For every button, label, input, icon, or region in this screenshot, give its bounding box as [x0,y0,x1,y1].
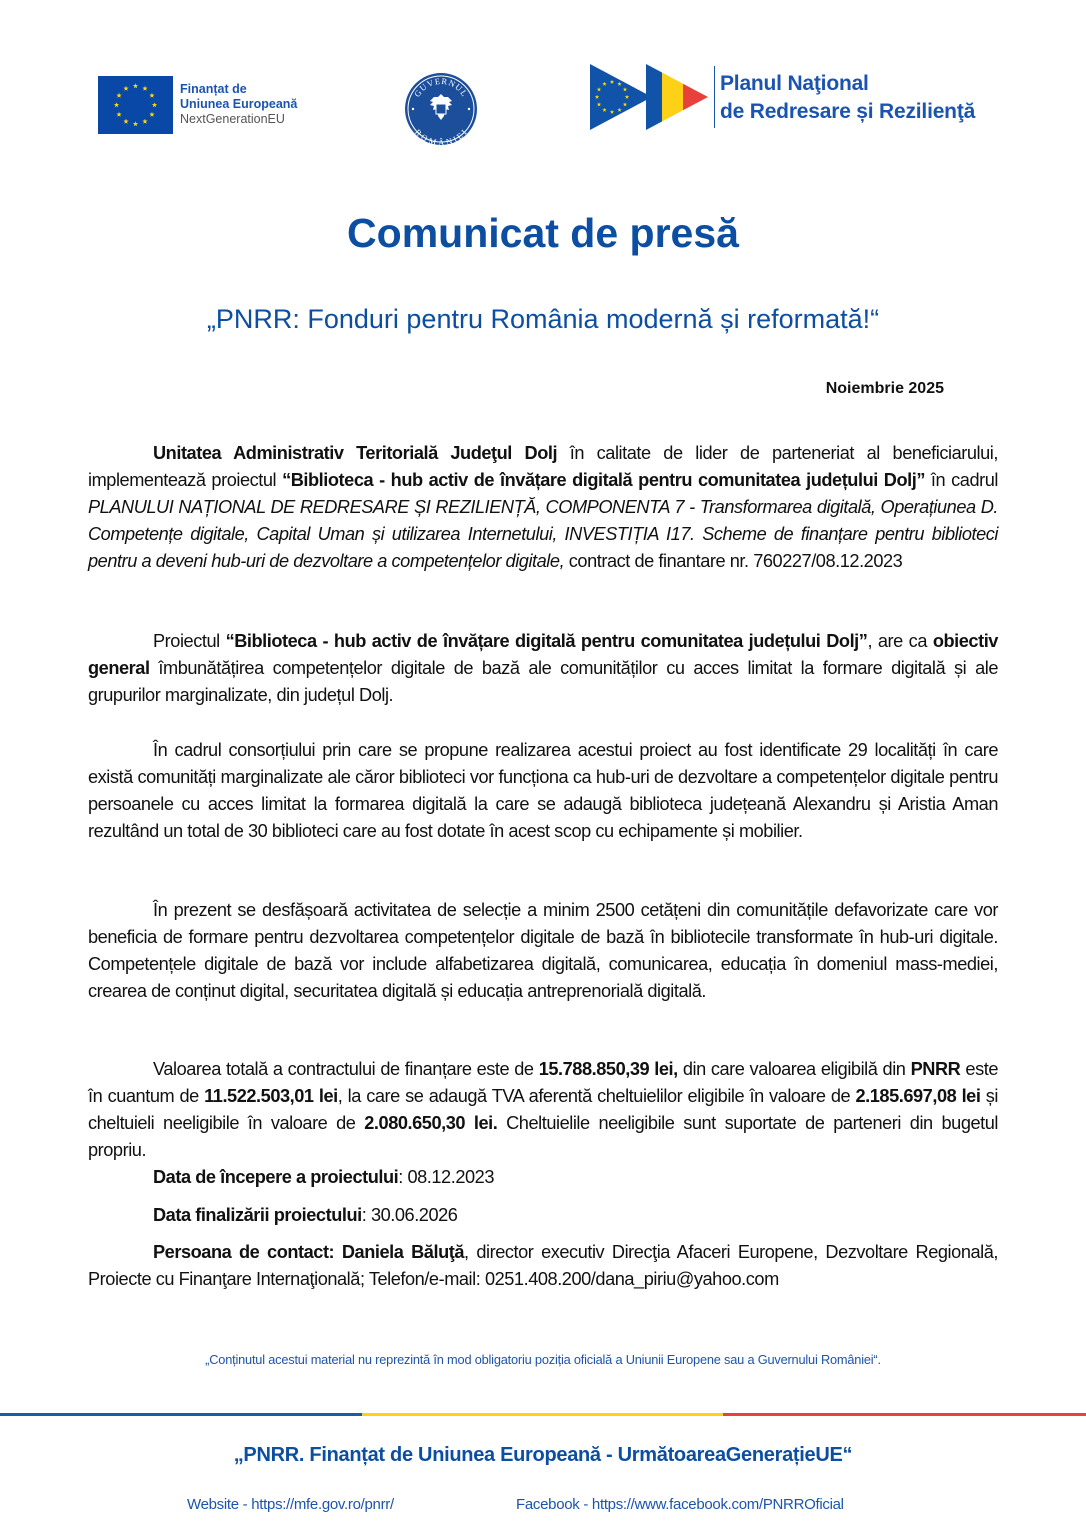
project-name: “Biblioteca - hub activ de învățare digitală pentru comunitatea județului Dolj” [282,470,925,490]
pnrr-arrows-logo [590,64,710,130]
facebook-link[interactable]: Facebook - https://www.facebook.com/PNRROficial [516,1496,844,1513]
star-icon [149,93,154,98]
total-value: 15.788.850,39 lei, [538,1059,678,1079]
contract-number: contract de finantare nr. 760227/08.12.2023 [564,551,903,571]
release-date: Noiembrie 2025 [825,380,944,397]
contact-label: Persoana de contact: Daniela Băluţă [153,1242,465,1262]
star-icon [142,119,147,124]
text: și cheltuieli neeligibile în valoare de [88,1086,999,1133]
text: îmbunătățirea competențelor digitale de bază ale comunităților cu acces limitat la formare digitală și ale grupurilor marginalizate, din județul Dolj. [88,658,998,705]
star-icon [123,86,128,91]
website-link[interactable]: Website - https://mfe.gov.ro/pnrr/ [187,1496,394,1513]
start-label: Data de începere a proiectului [153,1167,399,1187]
disclaimer: „Conținutul acestui material nu reprezintă în mod obligatoriu poziția oficială a Uniunii Europene sau a Guvernului României“. [205,1352,881,1367]
star-icon [116,112,121,117]
end-label: Data finalizării proiectului [153,1205,362,1225]
vat-value: 2.185.697,08 lei [855,1086,981,1106]
pnrr-line2: de Redresare și Rezilienţă [720,100,976,123]
footer-slogan: „PNRR. Finanțat de Uniunea Europeană - UrmătoareaGenerațieUE“ [233,1444,853,1466]
project-start [88,1164,998,1191]
flag-stripe-blue [0,1413,362,1416]
objective-label: obiectiv general [88,631,998,678]
star-icon [133,83,138,88]
seal-top-text: GUVERNUL [411,75,471,99]
eligible-value: 11.522.503,01 lei [204,1086,338,1106]
project-name: “Biblioteca - hub activ de învățare digitală pentru comunitatea județului Dolj” [225,631,868,651]
text: din care valoarea eligibilă din [677,1059,911,1079]
program-reference: PLANULUI NAȚIONAL DE REDRESARE ȘI REZILIENȚĂ, COMPONENTA 7 - Transformarea digitală, Operațiunea D. Competențe digitale, Capital Uman și utilizarea Internetului, INVESTIȚIA I17. Scheme de finanțare pentru biblioteci pentru a deveni hub-uri de dezvoltare a competențelor digitale, [88,497,998,571]
project-end [88,1202,998,1229]
paragraph-budget [88,1056,998,1164]
eu-line1: Finanțat de [180,82,247,96]
text: în calitate de lider de parteneriat al beneficiarului, implementează proiectul [88,443,998,490]
star-icon [142,86,147,91]
pnrr-label: PNRR [910,1059,961,1079]
text: Cheltuielile neeligibile sunt suportate de parteneri din bugetul propriu. [88,1113,999,1160]
start-date: : 08.12.2023 [398,1167,494,1187]
eu-line3: NextGenerationEU [180,112,285,126]
selection-text: În prezent se desfășoară activitatea de selecție a minim 2500 cetățeni din comunitățile defavorizate care vor beneficia de formare pentru dezvoltarea competențelor digitale de bază în bibliotecile transformate în hub-uri digitale. Competențele digitale de bază vor include alfabetizarea digitală, comunicarea, educația în domeniul mass-mediei, crearea de conținut digital, securitatea digitală și educația antreprenorială digitală. [88,900,998,1001]
page-subtitle: „PNRR: Fonduri pentru România modernă și reformată!“ [206,304,880,334]
star-icon [152,102,157,107]
paragraph-objective [88,628,998,709]
contact-info [88,1239,998,1293]
eu-flag-logo [98,76,173,134]
text: în cadrul [924,470,998,490]
paragraph-intro [88,440,998,575]
page-title: Comunicat de presă [347,210,739,256]
text: , la care se adaugă TVA aferentă cheltuielilor eligibile în valoare de [337,1086,856,1106]
eu-stars-icon [98,76,173,134]
flag-stripe-red [723,1413,1086,1416]
eu-funding-label [180,82,297,127]
romanian-government-seal [404,72,478,146]
star-icon [114,102,119,107]
star-icon [133,121,138,126]
flag-stripe-yellow [362,1413,723,1416]
contact-details: , director executiv Direcţia Afaceri Europene, Dezvoltare Regională, Proiecte cu Finanţare Internaţională; Telefon/e-mail: 0251.408.200/dana_piriu@yahoo.com [88,1242,999,1289]
text: este în cuantum de [88,1059,998,1106]
paragraph-consortium [88,737,998,845]
beneficiary-name: Unitatea Administrativ Teritorială Judeţul Dolj [153,443,558,463]
ineligible-value: 2.080.650,30 lei. [364,1113,498,1133]
text: , are ca [867,631,933,651]
pnrr-logo-text [720,70,975,126]
end-date: : 30.06.2026 [361,1205,458,1225]
paragraph-selection [88,897,998,1005]
star-icon [149,112,154,117]
seal-bottom-text: ROMÂNIEI [412,126,470,146]
star-icon [116,93,121,98]
text: Proiectul [153,631,226,651]
consortium-text: În cadrul consorțiului prin care se propune realizarea acestui proiect au fost identificate 29 localități în care există comunități marginalizate ale căror biblioteci vor funcționa ca hub-uri de dezvoltare a competențelor digitale pentru persoanele cu acces limitat la formarea digitală la care se adaugă biblioteca județeană Alexandru și Aristia Aman rezultând un total de 30 biblioteci care au fost dotate în acest scop cu echipamente și mobilier. [88,740,998,841]
text: Valoarea totală a contractului de finanțare este de [153,1059,539,1079]
pnrr-line1: Planul Naţional [720,72,869,95]
star-icon [123,119,128,124]
logo-divider [714,66,715,128]
eu-line2: Uniunea Europeană [180,97,298,111]
